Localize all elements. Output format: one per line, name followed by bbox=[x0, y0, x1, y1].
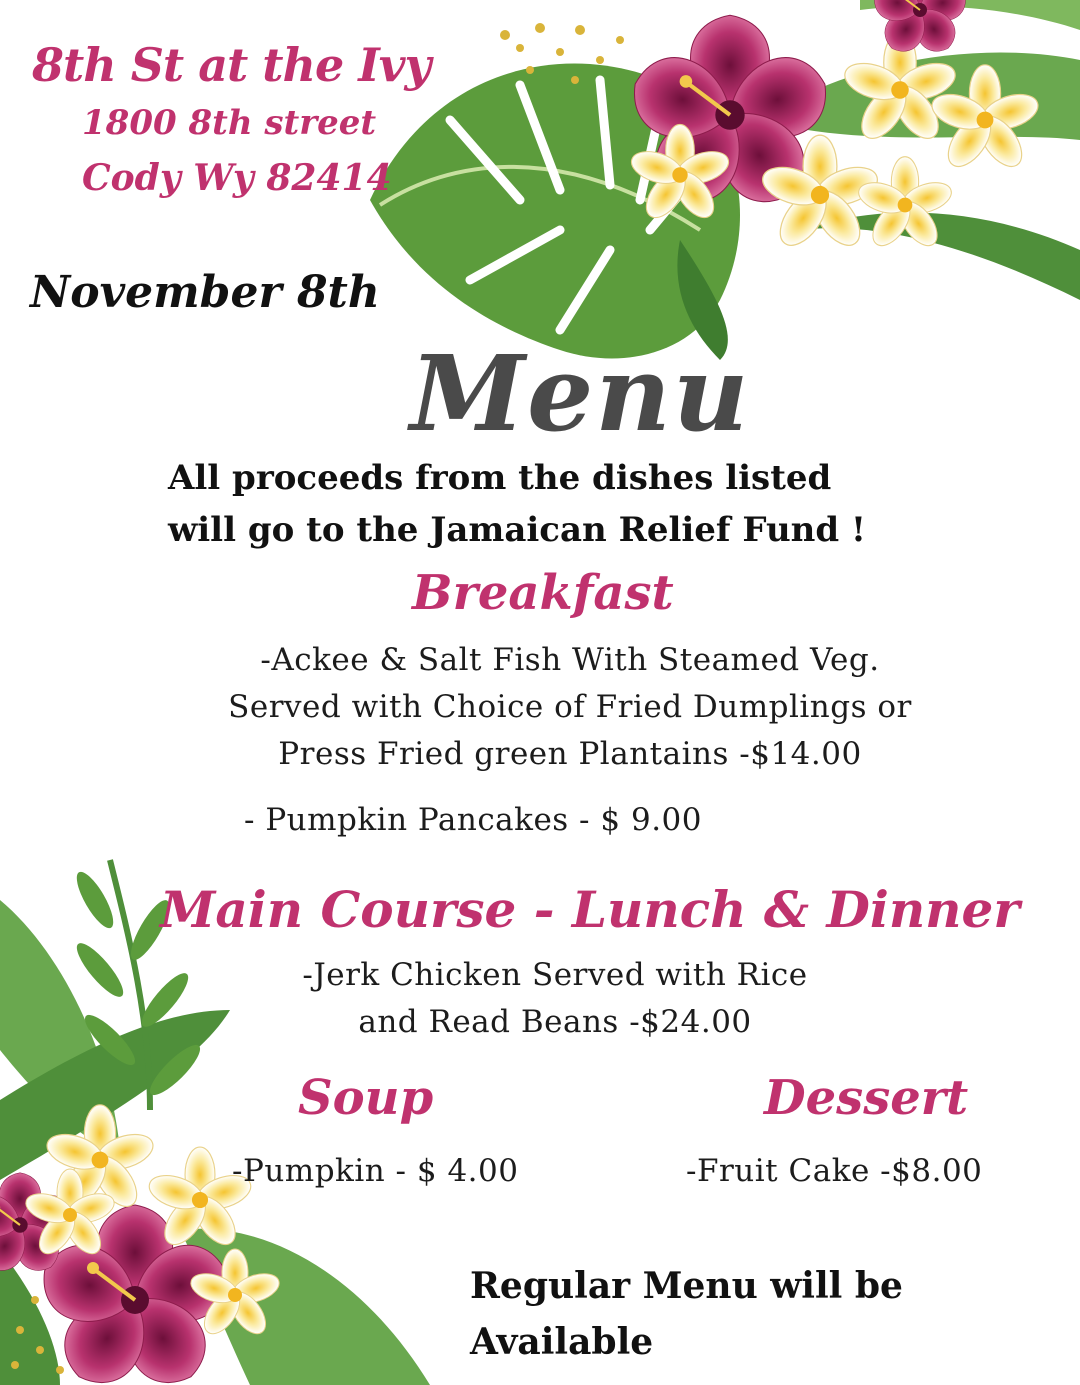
breakfast-item-ackee bbox=[170, 637, 970, 778]
breakfast-item-pancakes: - Pumpkin Pancakes - $ 9.00 bbox=[244, 802, 702, 838]
soup-heading: Soup bbox=[298, 1070, 434, 1126]
dessert-heading: Dessert bbox=[764, 1070, 969, 1126]
venue-address-street: 1800 8th street bbox=[82, 103, 377, 143]
top-right-floral-cluster bbox=[370, 0, 1080, 360]
soup-item-pumpkin: -Pumpkin - $ 4.00 bbox=[232, 1153, 519, 1189]
proceeds-line-1: All proceeds from the dishes listed bbox=[168, 458, 832, 498]
event-date: November 8th bbox=[30, 267, 380, 318]
main-course-item-line-1: -Jerk Chicken Served with Rice bbox=[302, 957, 808, 993]
venue-name: 8th St at the Ivy bbox=[32, 38, 431, 92]
breakfast-item-line-2: Served with Choice of Fried Dumplings or bbox=[228, 689, 912, 725]
regular-menu-line-2: Available bbox=[470, 1321, 654, 1363]
proceeds-line-2: will go to the Jamaican Relief Fund ! bbox=[168, 510, 866, 550]
breakfast-item-line-1: -Ackee & Salt Fish With Steamed Veg. bbox=[260, 642, 880, 678]
proceeds-notice bbox=[168, 452, 866, 556]
venue-address-city: Cody Wy 82414 bbox=[82, 157, 392, 199]
regular-menu-line-1: Regular Menu will be bbox=[470, 1265, 903, 1307]
breakfast-heading: Breakfast bbox=[412, 565, 674, 621]
dessert-item-fruit-cake: -Fruit Cake -$8.00 bbox=[686, 1153, 983, 1189]
main-course-item-jerk-chicken bbox=[260, 952, 850, 1046]
main-course-item-line-2: and Read Beans -$24.00 bbox=[358, 1004, 752, 1040]
breakfast-item-line-3: Press Fried green Plantains -$14.00 bbox=[278, 736, 862, 772]
main-course-heading: Main Course - Lunch & Dinner bbox=[160, 880, 1020, 939]
regular-menu-notice bbox=[470, 1258, 903, 1370]
menu-title: Menu bbox=[410, 332, 751, 455]
